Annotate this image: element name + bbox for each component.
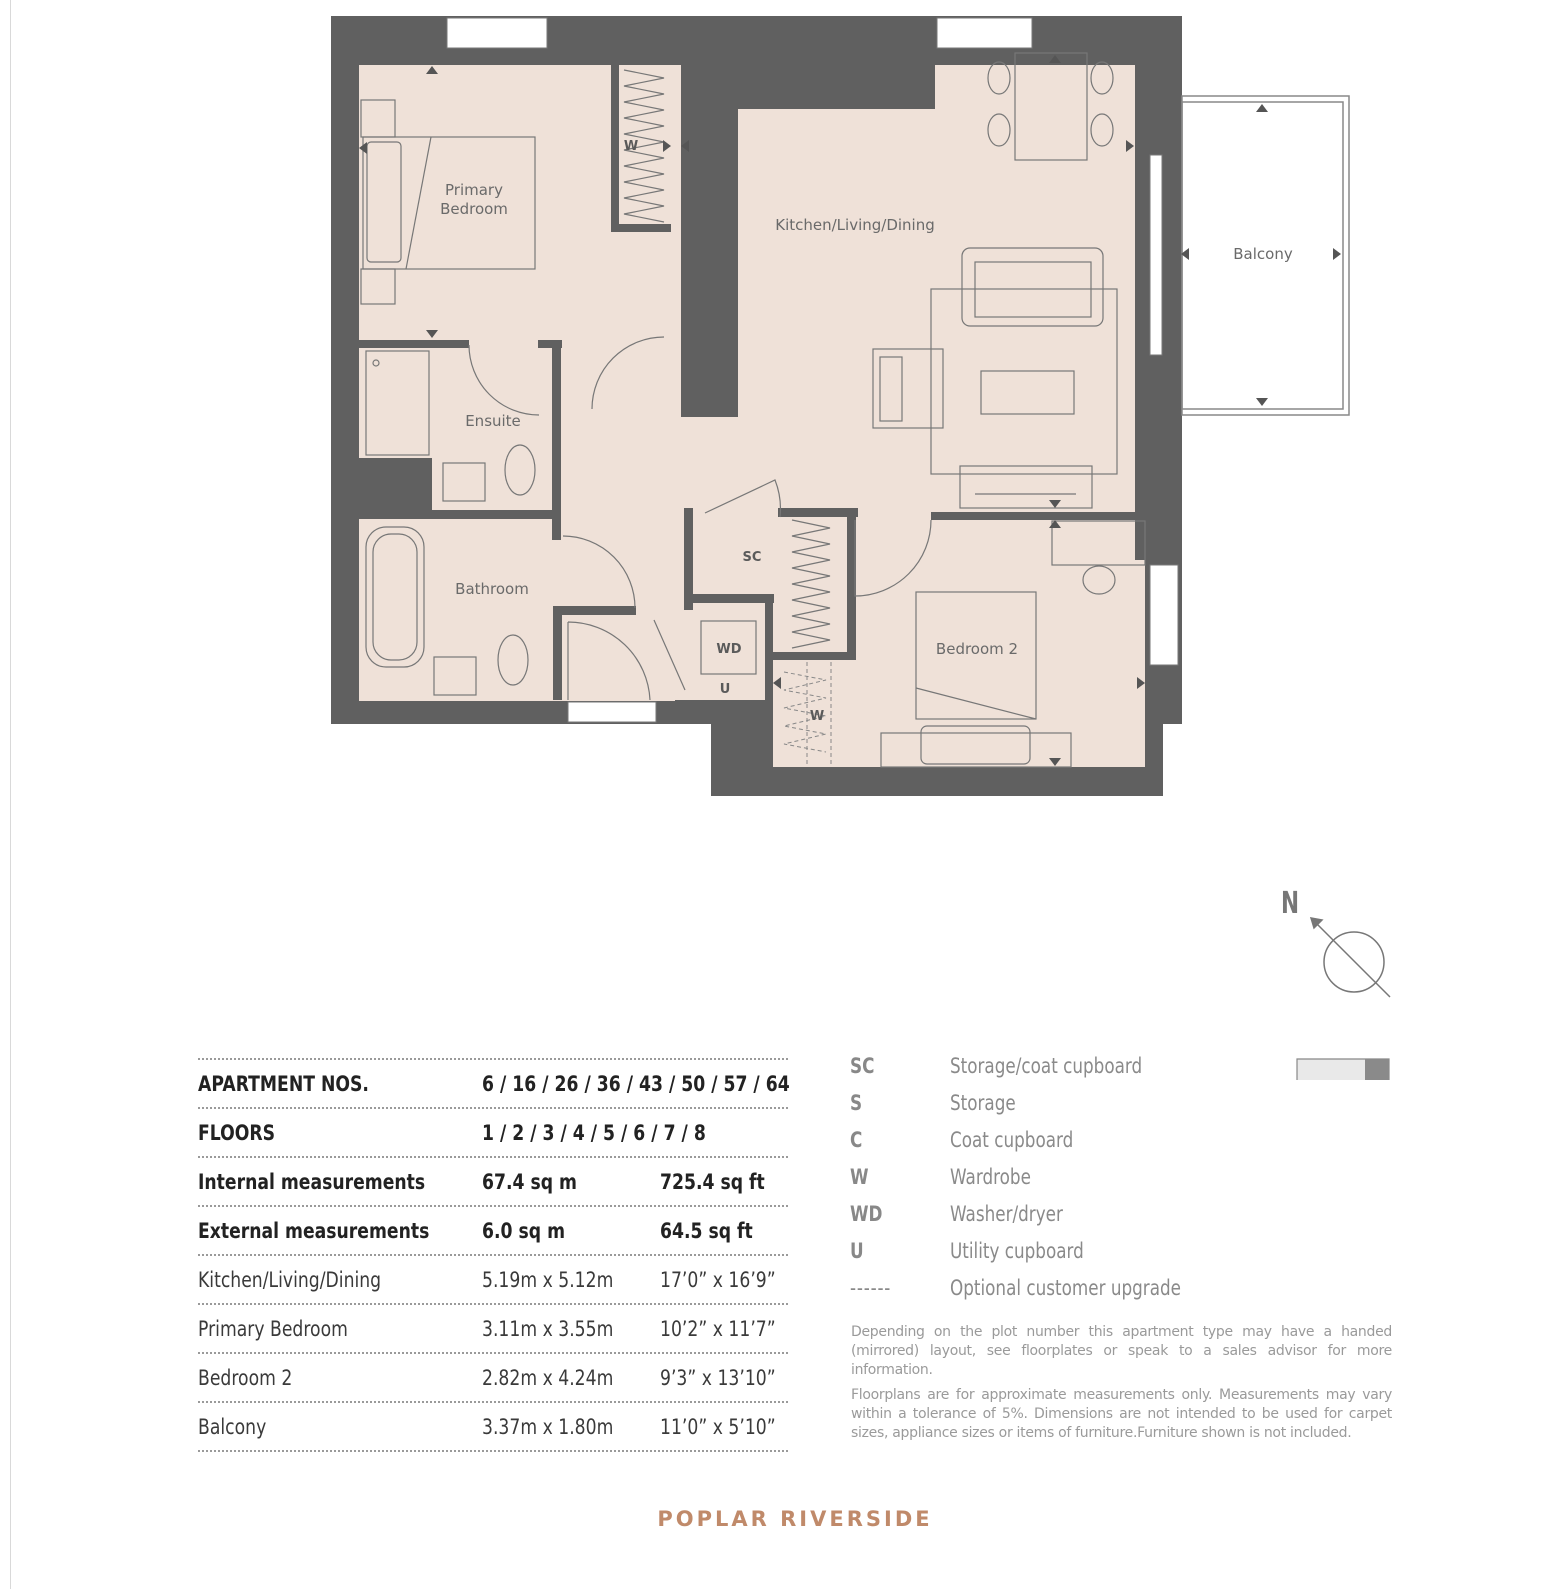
spec-imperial: 725.4 sq ft bbox=[660, 1170, 765, 1194]
spec-row bbox=[198, 1107, 788, 1156]
north-compass-icon bbox=[1311, 918, 1390, 997]
spec-imperial: 64.5 sq ft bbox=[660, 1219, 753, 1243]
key-description: Washer/dryer bbox=[950, 1202, 1063, 1226]
room-label-ensuite: Ensuite bbox=[465, 412, 521, 430]
spec-label: Kitchen/Living/Dining bbox=[198, 1268, 382, 1292]
north-label: N bbox=[1281, 886, 1300, 921]
spec-row bbox=[198, 1205, 788, 1254]
specification-table bbox=[198, 1058, 788, 1452]
room-label-primary-bedroom-2: Bedroom bbox=[440, 200, 508, 218]
spec-imperial: 10’2” x 11’7” bbox=[660, 1317, 776, 1341]
key-description: Coat cupboard bbox=[950, 1128, 1074, 1152]
code-label-utility: U bbox=[719, 682, 731, 697]
key-description: Storage bbox=[950, 1091, 1016, 1115]
spec-row bbox=[198, 1303, 788, 1352]
spec-metric: 2.82m x 4.24m bbox=[482, 1366, 614, 1390]
spec-metric: 5.19m x 5.12m bbox=[482, 1268, 614, 1292]
spec-label: Primary Bedroom bbox=[198, 1317, 348, 1341]
spec-row bbox=[198, 1401, 788, 1452]
room-label-bedroom-2: Bedroom 2 bbox=[935, 640, 1019, 658]
key-description: Utility cupboard bbox=[950, 1239, 1084, 1263]
key-code: C bbox=[850, 1128, 863, 1152]
spec-metric: 1 / 2 / 3 / 4 / 5 / 6 / 7 / 8 bbox=[482, 1121, 706, 1145]
key-code: S bbox=[850, 1091, 863, 1115]
brand-footer: POPLAR RIVERSIDE bbox=[657, 1507, 933, 1531]
spec-imperial: 17’0” x 16’9” bbox=[660, 1268, 776, 1292]
building-key-plan-icon bbox=[1295, 1059, 1389, 1080]
spec-label: External measurements bbox=[198, 1219, 430, 1243]
code-label-washer-dryer: WD bbox=[716, 642, 742, 657]
key-description: Wardrobe bbox=[950, 1165, 1031, 1189]
room-label-bathroom: Bathroom bbox=[455, 580, 529, 598]
key-code: WD bbox=[850, 1202, 883, 1226]
spec-label: Internal measurements bbox=[198, 1170, 426, 1194]
key-description: Optional customer upgrade bbox=[950, 1276, 1181, 1300]
spec-metric: 67.4 sq m bbox=[482, 1170, 578, 1194]
spec-row bbox=[198, 1156, 788, 1205]
spec-metric: 3.37m x 1.80m bbox=[482, 1415, 614, 1439]
spec-imperial: 9’3” x 13’10” bbox=[660, 1366, 776, 1390]
spec-row bbox=[198, 1058, 788, 1107]
code-label-wardrobe-bedroom2: W bbox=[809, 709, 825, 724]
spec-label: APARTMENT NOS. bbox=[198, 1072, 369, 1096]
spec-label: FLOORS bbox=[198, 1121, 276, 1145]
spec-row bbox=[198, 1352, 788, 1401]
spec-metric: 6.0 sq m bbox=[482, 1219, 566, 1243]
spec-label: Balcony bbox=[198, 1415, 267, 1439]
disclaimer-note: Floorplans are for approximate measurements only. Measurements may vary within a tolerance of 5%. Dimensions are not intended to be used for carpet sizes, appliance sizes or items of furniture.Furniture shown is not included. bbox=[851, 1387, 1392, 1441]
spec-metric: 6 / 16 / 26 / 36 / 43 / 50 / 57 / 64 bbox=[482, 1072, 790, 1096]
key-description: Storage/coat cupboard bbox=[950, 1054, 1143, 1078]
key-code: W bbox=[850, 1165, 869, 1189]
room-label-kitchen-living-dining: Kitchen/Living/Dining bbox=[775, 216, 935, 234]
spec-label: Bedroom 2 bbox=[198, 1366, 293, 1390]
key-code: U bbox=[850, 1239, 864, 1263]
spec-metric: 3.11m x 3.55m bbox=[482, 1317, 614, 1341]
key-code: SC bbox=[850, 1054, 875, 1078]
room-label-balcony: Balcony bbox=[1233, 245, 1293, 263]
handed-layout-note: Depending on the plot number this apartment type may have a handed (mirrored) layout, see floorplates or speak to a sales advisor for more information. bbox=[851, 1324, 1392, 1378]
room-label-primary-bedroom-1: Primary bbox=[445, 181, 503, 199]
notes bbox=[851, 1323, 1392, 1449]
code-label-storage-coat: SC bbox=[742, 550, 762, 565]
spec-imperial: 11’0” x 5’10” bbox=[660, 1415, 776, 1439]
key-code: ------ bbox=[850, 1276, 892, 1300]
code-label-wardrobe-primary: W bbox=[623, 139, 639, 154]
spec-row bbox=[198, 1254, 788, 1303]
